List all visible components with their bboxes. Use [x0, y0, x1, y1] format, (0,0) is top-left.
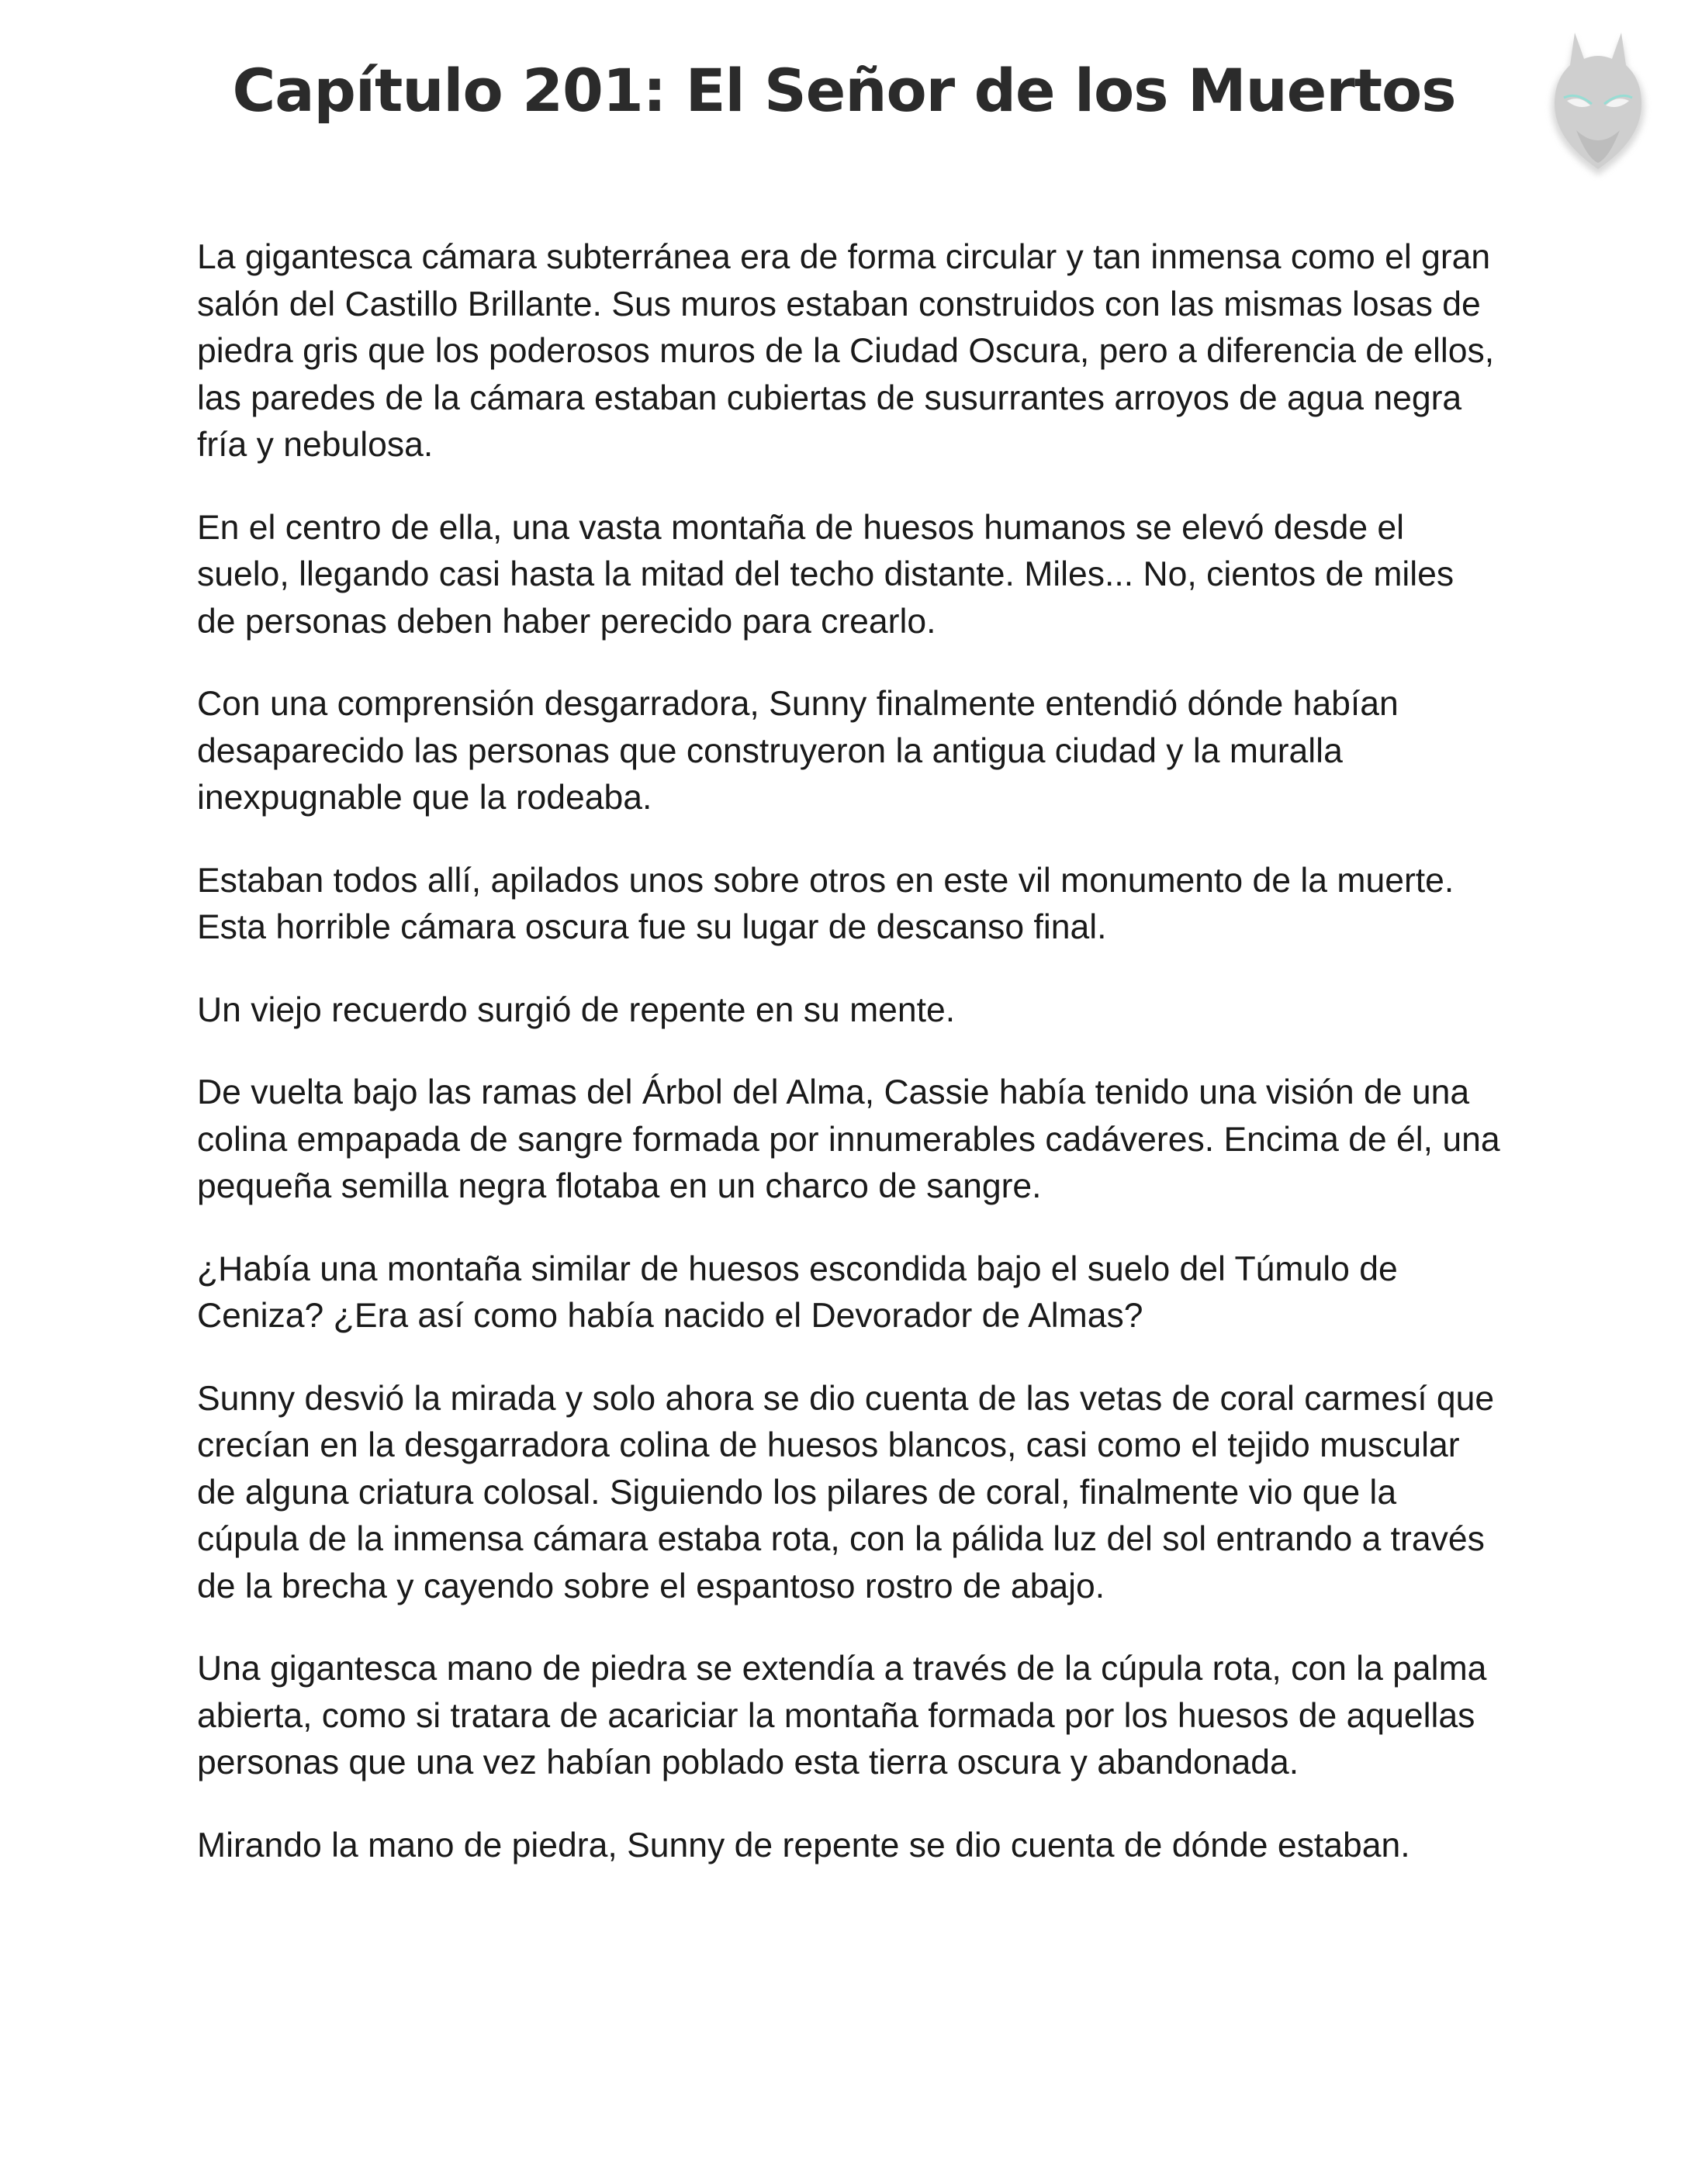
paragraph: De vuelta bajo las ramas del Árbol del Alma, Cassie había tenido una visión de una colina empapada de sangre formada por innumerables cadáveres. Encima de él, una pequeña semilla negra flotaba en un charco de sangre. — [197, 1073, 1500, 1205]
paragraph: Un viejo recuerdo surgió de repente en su mente. — [197, 990, 956, 1029]
chapter-body — [197, 234, 1500, 1905]
paragraph: En el centro de ella, una vasta montaña de huesos humanos se elevó desde el suelo, llegando casi hasta la mitad del techo distante. Miles... No, cientos de miles de personas deben haber perecido para crearlo. — [197, 508, 1455, 641]
horned-demon-head-icon — [1528, 14, 1668, 185]
paragraph: Estaban todos allí, apilados unos sobre otros en este vil monumento de la muerte. Esta horrible cámara oscura fue su lugar de descanso final. — [197, 861, 1455, 946]
paragraph: Una gigantesca mano de piedra se extendía a través de la cúpula rota, con la palma abierta, como si tratara de acariciar la montaña formada por los huesos de aquellas personas que una vez habían poblado esta tierra oscura y abandonada. — [197, 1650, 1487, 1781]
paragraph: ¿Había una montaña similar de huesos escondida bajo el suelo del Túmulo de Ceniza? ¿Era así como había nacido el Devorador de Almas? — [197, 1249, 1398, 1335]
paragraph: Sunny desvió la mirada y solo ahora se dio cuenta de las vetas de coral carmesí que crecían en la desgarradora colina de huesos blancos, casi como el tejido muscular de alguna criatura colosal. Siguiendo los pilares de coral, finalmente vio que la cúpula de la inmensa cámara estaba rota, con la pálida luz del sol entrando a través de la brecha y cayendo sobre el espantoso rostro de abajo. — [197, 1379, 1495, 1605]
page-title: Capítulo 201: El Señor de los Muertos — [232, 56, 1456, 125]
paragraph: Con una comprensión desgarradora, Sunny finalmente entendió dónde habían desaparecido las personas que construyeron la antigua ciudad y la muralla inexpugnable que la rodeaba. — [197, 685, 1399, 817]
paragraph: Mirando la mano de piedra, Sunny de repente se dio cuenta de dónde estaban. — [197, 1826, 1410, 1864]
paragraph: La gigantesca cámara subterránea era de forma circular y tan inmensa como el gran salón del Castillo Brillante. Sus muros estaban construidos con las mismas losas de piedra gris que los poderosos muros de la Ciudad Oscura, pero a diferencia de ellos, las paredes de la cámara estaban cubiertas de susurrantes arroyos de agua negra fría y nebulosa. — [197, 238, 1495, 464]
